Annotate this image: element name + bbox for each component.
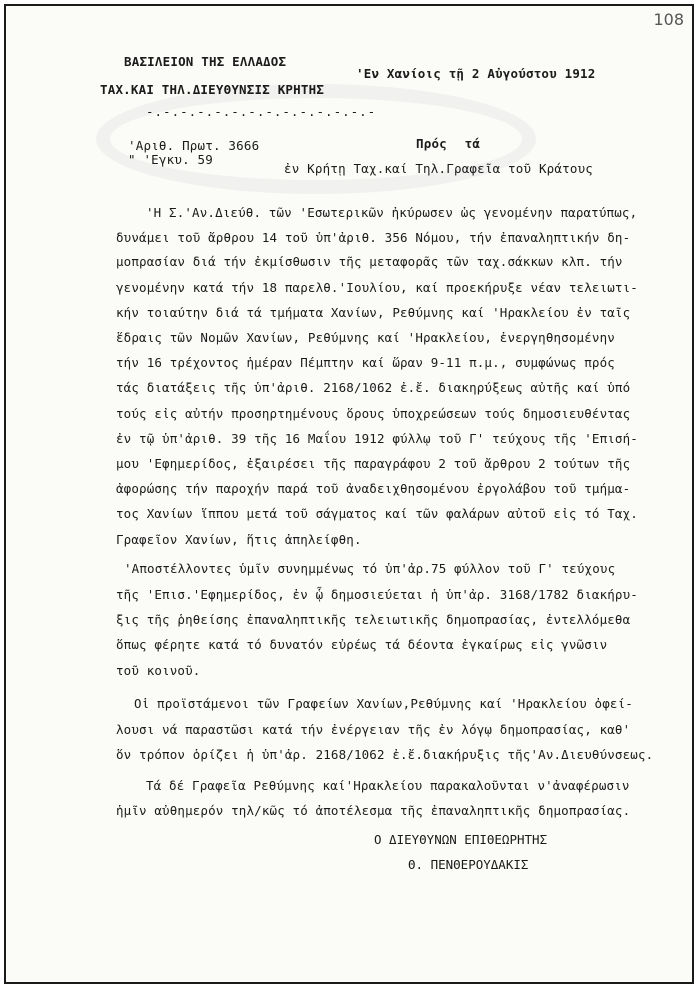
body-line: ἕδραις τῶν Νομῶν Χανίων, Ρεθύμνης καί 'Ηρακλείου, ἐνεργηθησομένην [116,330,615,345]
body-line: μου 'Εφημερίδος, ἐξαιρέσει τῆς παραγράφου 2 τοῦ ἄρθρου 2 τούτων τῆς [116,456,631,471]
body-line: Οἱ προϊστάμενοι τῶν Γραφείων Χανίων,Ρεθύμνης καί 'Ηρακλείου ὀφεί- [134,696,633,711]
letterhead-directorate: ΤΑΧ.ΚΑΙ ΤΗΛ.ΔΙΕΥΘΥΝΣΙΣ ΚΡΗΤΗΣ [100,82,325,97]
page-number: 108 [653,10,684,29]
letterhead-kingdom: ΒΑΣΙΛΕΙΟΝ ΤΗΣ ΕΛΛΑΔΟΣ [124,54,287,69]
body-line: ἀφορώσης τήν παροχήν παρά τοῦ ἀναδειχθησομένου ἐργολάβου τοῦ τμήμα- [116,481,631,496]
body-line: ὅπως φέρητε κατά τό δυνατόν εὐρέως τά δέοντα ἐγκαίρως εἰς γνῶσιν [116,637,608,652]
body-line: Γραφεῖον Χανίων, ἥτις ἀπηλείφθη. [116,532,362,547]
body-line: τήν 16 τρέχοντος ἡμέραν Πέμπτην καί ὥραν 9-11 π.μ., συμφώνως πρός [116,355,615,370]
document-page [4,4,694,984]
body-line: 'Η Σ.'Αν.Διεύθ. τῶν 'Εσωτερικῶν ἠκύρωσεν ὡς γενομένην παρατύπως, [146,205,638,220]
body-line: τούς εἰς αὐτήν προσηρτημένους ὅρους ὑποχρεώσεων τούς δημοσιευθέντας [116,406,631,421]
body-line: τάς διατάξεις τῆς ὑπ'ἀριθ. 2168/1062 ἐ.ἔ. διακηρύξεως αὐτῆς καί ὑπό [116,380,631,395]
addressee-pros: Πρός τά [416,136,481,151]
body-line: 'Αποστέλλοντες ὑμῖν συνημμένως τό ὑπ'ἀρ.75 φύλλον τοῦ Γ' τεύχους [124,561,616,576]
body-line: κήν τοιαύτην διά τά τμήματα Χανίων, Ρεθύμνης καί 'Ηρακλείου ἐν ταῖς [116,305,631,320]
protocol-number: 'Αριθ. Πρωτ. 3666 [128,138,260,153]
body-line: τος Χανίων ἵππου μετά τοῦ σάγματος καί τῶν φαλάρων αὐτοῦ εἰς τό Ταχ. [116,506,638,521]
body-line: ὅν τρόπον ὁρίζει ἡ ὑπ'ἀρ. 2168/1062 ἐ.ἔ.διακήρυξις τῆς'Αν.Διευθύνσεως. [116,747,654,762]
body-line: τῆς 'Επισ.'Εφημερίδος, ἐν ᾧ δημοσιεύεται ἡ ὑπ'ἀρ. 3168/1782 διακήρυ- [116,587,638,602]
letterhead-divider: -.-.-.-.-.-.-.-.-.-.-.-.-.- [146,104,377,119]
body-line: γενομένην κατά τήν 18 παρελθ.'Ιουλίου, καί προεκήρυξε νέαν τελειωτι- [116,280,638,295]
signature-title: Ο ΔΙΕΥΘΥΝΩΝ ΕΠΙΘΕΩΡΗΤΗΣ [374,832,548,847]
addressee-line: ἐν Κρήτῃ Ταχ.καί Τηλ.Γραφεῖα τοῦ Κράτους [284,161,594,176]
body-line: μοπρασίαν διά τήν ἐκμίσθωσιν τῆς μεταφορᾶς τῶν ταχ.σάκκων κλπ. τήν [116,254,623,269]
body-line: τοῦ κοινοῦ. [116,663,201,678]
body-line: ἡμῖν αὐθημερόν τηλ/κῶς τό ἀποτέλεσμα τῆς ἐπαναληπτικῆς δημοπρασίας. [116,803,631,818]
body-line: δυνάμει τοῦ ἄρθρου 14 τοῦ ὑπ'ἀριθ. 356 Νόμου, τήν ἐπαναληπτικήν δη- [116,230,631,245]
body-line: ξις τῆς ῥηθείσης ἐπαναληπτικῆς τελειωτικῆς δημοπρασίας, ἐντελλόμεθα [116,612,631,627]
body-line: ἐν τῷ ὑπ'ἀριθ. 39 τῆς 16 Μαΐου 1912 φύλλῳ τοῦ Γ' τεύχους τῆς 'Επισή- [116,431,638,446]
circular-number: " 'Εγκυ. 59 [128,152,213,167]
signature-name: Θ. ΠΕΝΘΕΡΟΥΔΑΚΙΣ [408,857,529,872]
body-line: Τά δέ Γραφεῖα Ρεθύμνης καί'Ηρακλείου παρακαλοῦνται ν'ἀναφέρωσιν [146,778,630,793]
place-date: 'Εν Χανίοις τῇ 2 Αὐγούστου 1912 [356,66,596,81]
body-line: λουσι νά παραστῶσι κατά τήν ἐνέργειαν τῆς ἐν λόγῳ δημοπρασίας, καθ' [116,722,631,737]
